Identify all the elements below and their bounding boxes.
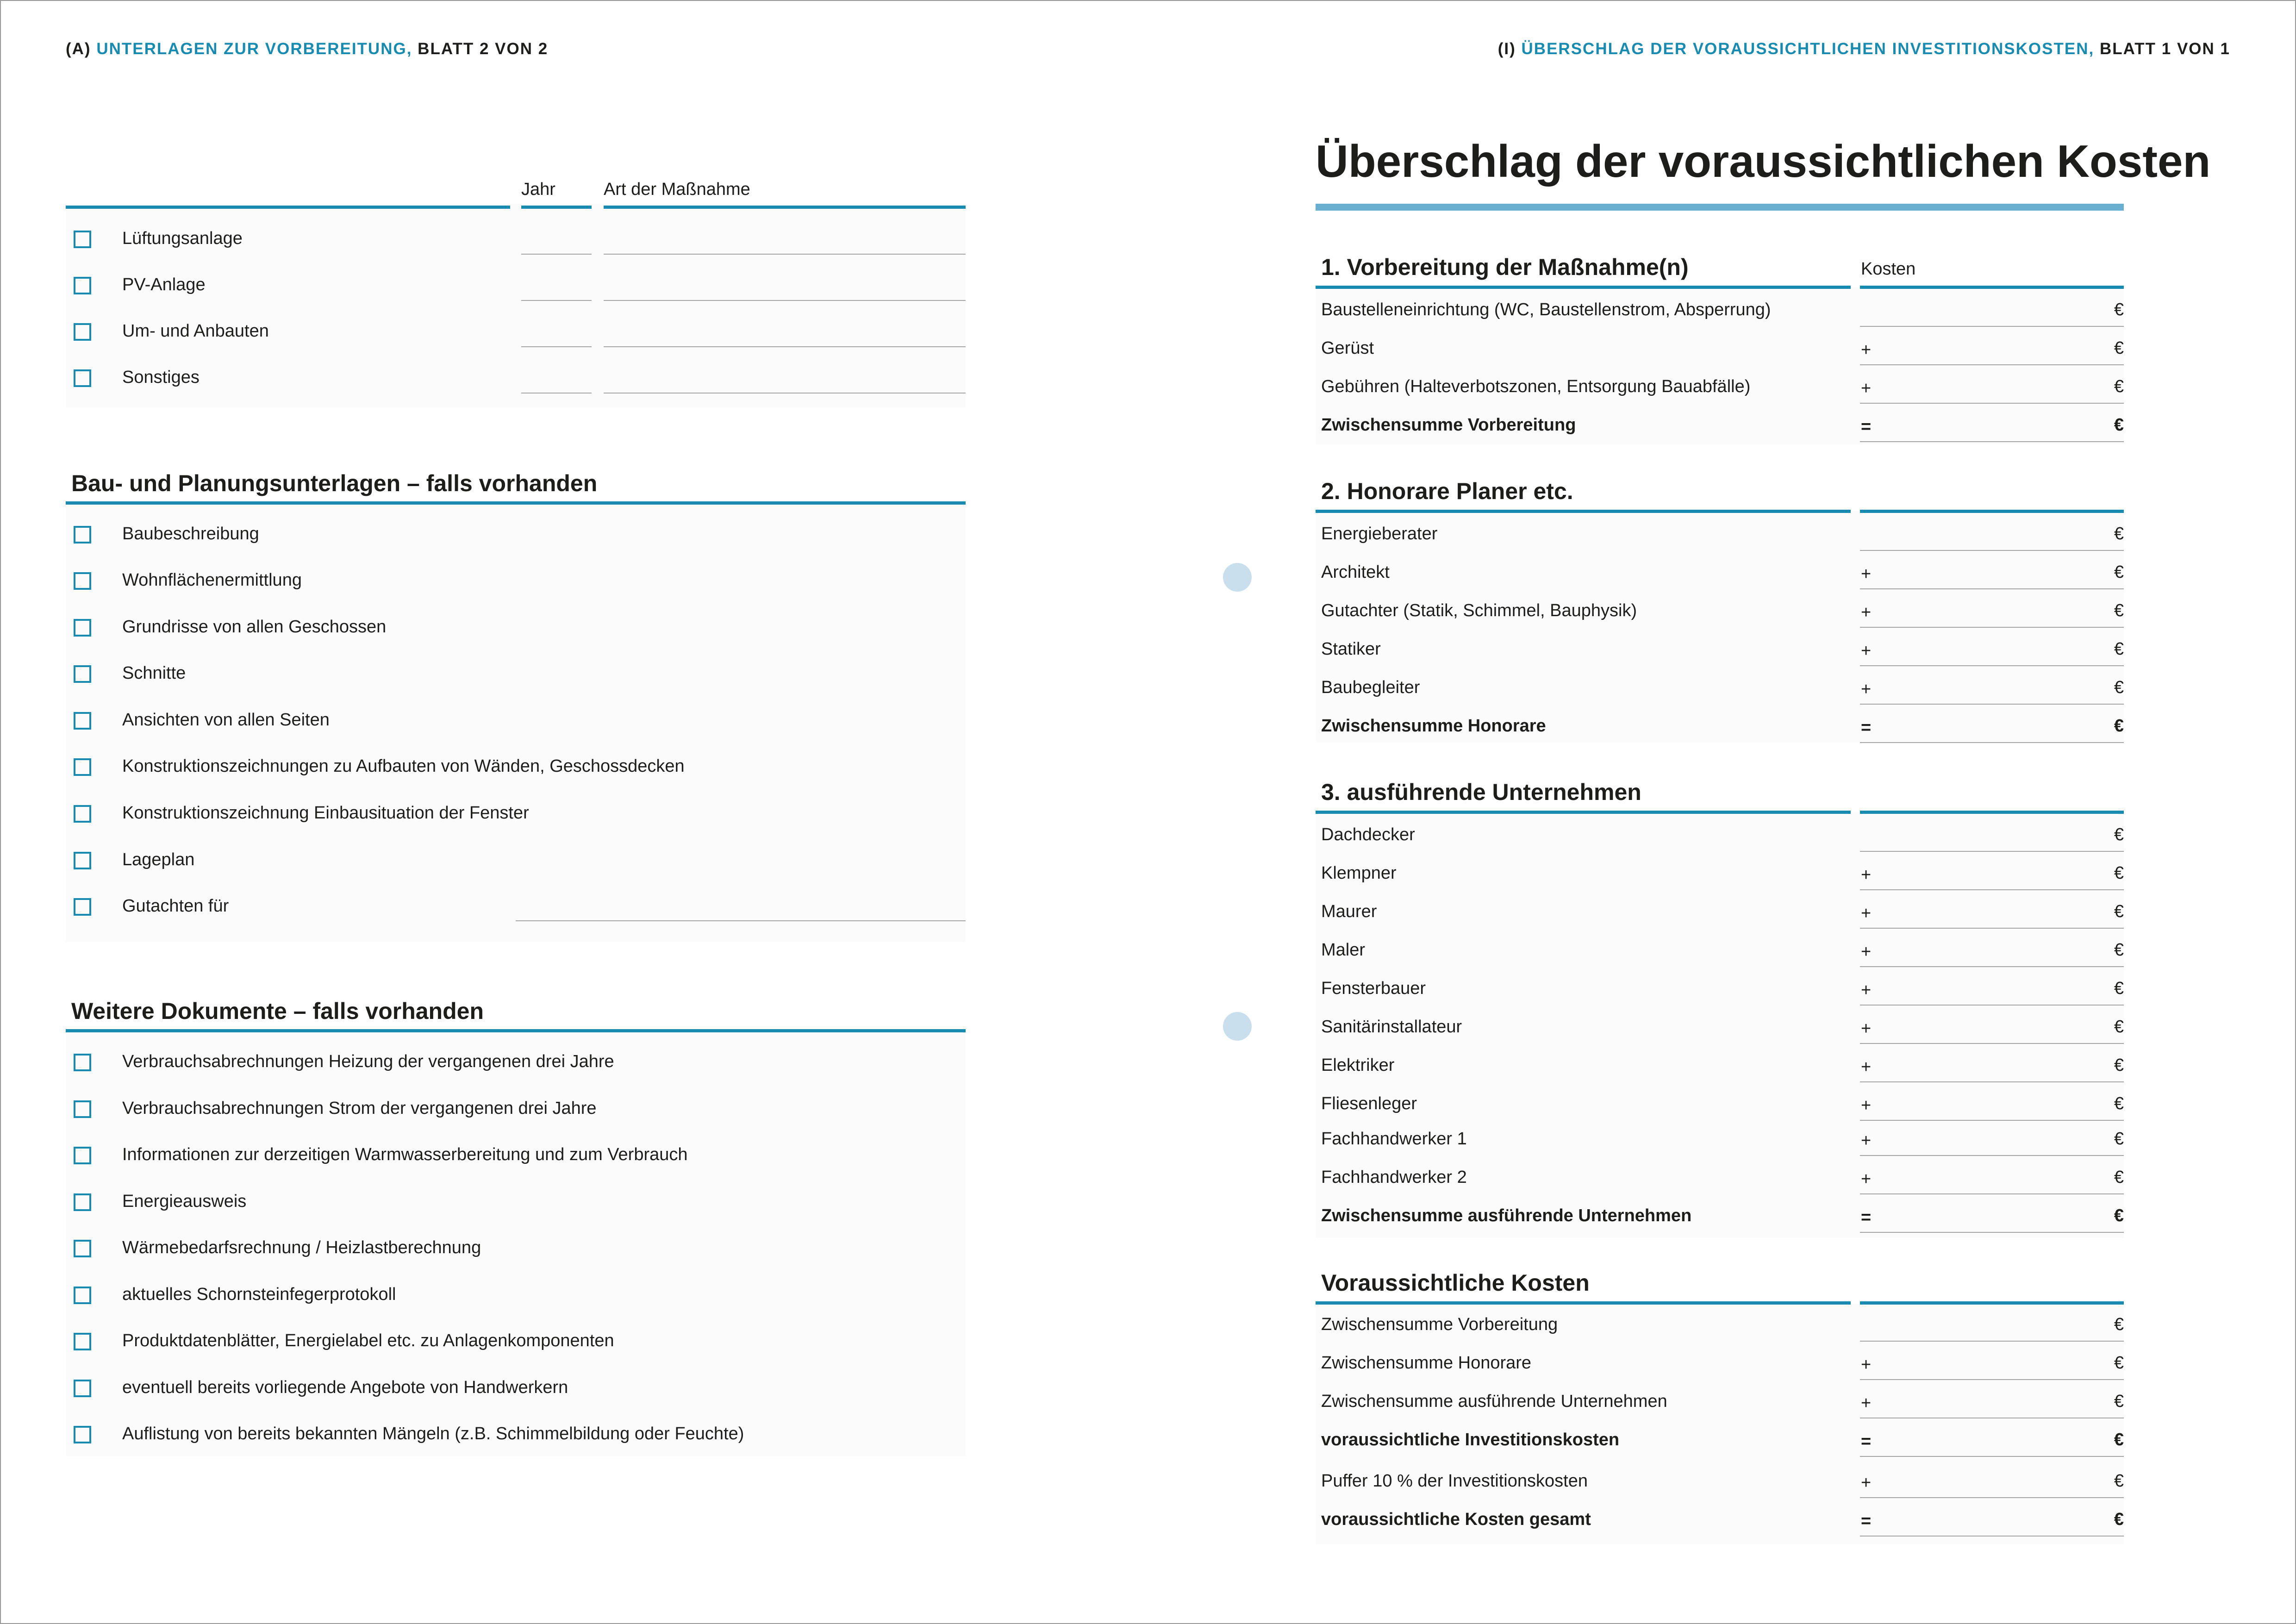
cost-field[interactable]	[1860, 704, 2124, 705]
list-item: eventuell bereits vorliegende Angebote von Handwerkern	[66, 1374, 966, 1402]
subtotal-row: voraussichtliche Investitionskosten = €	[1316, 1424, 2124, 1457]
checkbox[interactable]	[74, 1100, 91, 1118]
cost-field[interactable]	[1860, 550, 2124, 551]
list-item: Sonstiges	[66, 364, 966, 392]
section-2-title: 2. Honorare Planer etc.	[1321, 478, 1573, 504]
cost-field[interactable]	[1860, 627, 2124, 628]
cost-field[interactable]	[1860, 966, 2124, 967]
cost-row: Klempner + €	[1316, 858, 2124, 890]
cost-field[interactable]	[1860, 1155, 2124, 1156]
year-field[interactable]	[521, 254, 592, 255]
measure-type-field[interactable]	[604, 254, 966, 255]
measure-type-field[interactable]	[604, 393, 966, 394]
summary-section-title: Voraussichtliche Kosten	[1321, 1270, 1590, 1296]
list-item: Verbrauchsabrechnungen Heizung der vergangenen drei Jahre	[66, 1048, 966, 1076]
checkbox[interactable]	[74, 1380, 91, 1397]
total-row: voraussichtliche Kosten gesamt = €	[1316, 1504, 2124, 1537]
cost-row: Energieberater €	[1316, 518, 2124, 551]
cost-row: Maler + €	[1316, 935, 2124, 967]
checkbox[interactable]	[74, 369, 91, 387]
column-year-header: Jahr	[521, 180, 555, 199]
list-item: Wohnflächenermittlung	[66, 567, 966, 594]
cost-row: Statiker + €	[1316, 634, 2124, 666]
cost-row: Fachhandwerker 2 + €	[1316, 1162, 2124, 1194]
checkbox[interactable]	[74, 231, 91, 248]
left-header-title: UNTERLAGEN ZUR VORBEREITUNG,	[96, 40, 412, 58]
title-rule	[1316, 204, 2124, 211]
cost-field[interactable]	[1860, 851, 2124, 852]
list-item: Auflistung von bereits bekannten Mängeln (z.B. Schimmelbildung oder Feuchte)	[66, 1420, 966, 1448]
cost-row: Zwischensumme Vorbereitung €	[1316, 1309, 2124, 1342]
cost-field[interactable]	[1860, 1536, 2124, 1537]
checkbox[interactable]	[74, 898, 91, 916]
checkbox[interactable]	[74, 323, 91, 341]
cost-row: Dachdecker €	[1316, 819, 2124, 852]
checkbox[interactable]	[74, 805, 91, 823]
cost-row: Gerüst + €	[1316, 333, 2124, 365]
measure-type-field[interactable]	[604, 300, 966, 301]
cost-field[interactable]	[1860, 665, 2124, 666]
list-item: Produktdatenblätter, Energielabel etc. zu Anlagenkomponenten	[66, 1327, 966, 1355]
cost-field[interactable]	[1860, 1005, 2124, 1006]
left-header-prefix: (A)	[66, 40, 97, 58]
cost-row: Gutachter (Statik, Schimmel, Bauphysik) + €	[1316, 595, 2124, 628]
cost-field[interactable]	[1860, 1232, 2124, 1233]
list-item: Konstruktionszeichnungen zu Aufbauten von Wänden, Geschossdecken	[66, 753, 966, 781]
cost-field[interactable]	[1860, 403, 2124, 404]
cost-field[interactable]	[1860, 1456, 2124, 1457]
section-3-title: 3. ausführende Unternehmen	[1321, 779, 1641, 805]
checkbox[interactable]	[74, 1147, 91, 1164]
subtotal-row: Zwischensumme ausführende Unternehmen = €	[1316, 1200, 2124, 1233]
subtotal-row: Zwischensumme Vorbereitung = €	[1316, 410, 2124, 442]
list-item: Baubeschreibung	[66, 520, 966, 548]
checkbox[interactable]	[74, 1054, 91, 1071]
cost-row: Fliesenleger + €	[1316, 1088, 2124, 1121]
list-item: Wärmebedarfsrechnung / Heizlastberechnung	[66, 1234, 966, 1262]
cost-field[interactable]	[1860, 1379, 2124, 1380]
checkbox[interactable]	[74, 619, 91, 637]
cost-row: Puffer 10 % der Investitionskosten + €	[1316, 1466, 2124, 1498]
cost-row: Sanitärinstallateur + €	[1316, 1012, 2124, 1044]
cost-field[interactable]	[1860, 889, 2124, 890]
list-item: Gutachten für	[66, 893, 966, 920]
cost-field[interactable]	[1860, 441, 2124, 442]
checkbox[interactable]	[74, 277, 91, 294]
checkbox[interactable]	[74, 1287, 91, 1304]
checkbox[interactable]	[74, 665, 91, 683]
checkbox[interactable]	[74, 1240, 91, 1257]
expert-report-field[interactable]	[516, 920, 966, 921]
cost-field[interactable]	[1860, 364, 2124, 365]
binder-hole	[1223, 1012, 1252, 1041]
year-field[interactable]	[521, 300, 592, 301]
list-item: Schnitte	[66, 660, 966, 687]
cost-field[interactable]	[1860, 326, 2124, 327]
documents-section-title: Weitere Dokumente – falls vorhanden	[71, 998, 484, 1024]
cost-field[interactable]	[1860, 588, 2124, 589]
list-item: Lüftungsanlage	[66, 225, 966, 253]
cost-column-header: Kosten	[1861, 259, 1916, 279]
list-item: Lageplan	[66, 846, 966, 874]
checkbox[interactable]	[74, 852, 91, 869]
cost-field[interactable]	[1860, 1043, 2124, 1044]
checkbox[interactable]	[74, 572, 91, 590]
cost-field[interactable]	[1860, 1497, 2124, 1498]
list-item: Um- und Anbauten	[66, 318, 966, 345]
cost-row: Fachhandwerker 1 + €	[1316, 1124, 2124, 1156]
cost-row: Baustelleneinrichtung (WC, Baustellenstrom, Absperrung) €	[1316, 294, 2124, 327]
cost-field[interactable]	[1860, 1120, 2124, 1121]
binder-hole	[1223, 563, 1252, 592]
cost-row: Architekt + €	[1316, 557, 2124, 589]
column-measure-type-header: Art der Maßnahme	[604, 180, 750, 199]
cost-row: Zwischensumme Honorare + €	[1316, 1348, 2124, 1380]
right-header-prefix: (I)	[1497, 40, 1522, 58]
cost-field[interactable]	[1860, 1341, 2124, 1342]
planning-section-title: Bau- und Planungsunterlagen – falls vorhanden	[71, 470, 598, 496]
right-header-sheet: BLATT 1 VON 1	[2094, 40, 2230, 58]
right-header-title: ÜBERSCHLAG DER VORAUSSICHTLICHEN INVESTITIONSKOSTEN,	[1521, 40, 2095, 58]
cost-row: Gebühren (Halteverbotszonen, Entsorgung Bauabfälle) + €	[1316, 371, 2124, 404]
left-page-header	[66, 40, 548, 58]
cost-row: Zwischensumme ausführende Unternehmen + €	[1316, 1386, 2124, 1418]
section-1-title: 1. Vorbereitung der Maßnahme(n)	[1321, 254, 1689, 280]
cost-field[interactable]	[1860, 1081, 2124, 1082]
list-item: aktuelles Schornsteinfegerprotokoll	[66, 1281, 966, 1309]
checkbox[interactable]	[74, 712, 91, 730]
cost-row: Elektriker + €	[1316, 1050, 2124, 1082]
checkbox[interactable]	[74, 758, 91, 776]
right-page-header	[1498, 40, 2230, 58]
cost-field[interactable]	[1860, 1193, 2124, 1194]
list-item: PV-Anlage	[66, 271, 966, 299]
list-item: Ansichten von allen Seiten	[66, 706, 966, 734]
list-item: Informationen zur derzeitigen Warmwasserbereitung und zum Verbrauch	[66, 1141, 966, 1169]
cost-row: Baubegleiter + €	[1316, 672, 2124, 705]
page-title: Überschlag der voraussichtlichen Kosten	[1316, 136, 2211, 187]
cost-row: Fensterbauer + €	[1316, 973, 2124, 1006]
checkbox[interactable]	[74, 526, 91, 543]
year-field[interactable]	[521, 346, 592, 347]
measure-type-field[interactable]	[604, 346, 966, 347]
list-item: Grundrisse von allen Geschossen	[66, 613, 966, 641]
checkbox[interactable]	[74, 1193, 91, 1211]
cost-row: Maurer + €	[1316, 896, 2124, 929]
cost-field[interactable]	[1860, 928, 2124, 929]
cost-field[interactable]	[1860, 742, 2124, 743]
checkbox[interactable]	[74, 1426, 91, 1443]
left-header-sheet: BLATT 2 VON 2	[412, 40, 549, 58]
list-item: Verbrauchsabrechnungen Strom der vergangenen drei Jahre	[66, 1095, 966, 1123]
subtotal-row: Zwischensumme Honorare = €	[1316, 711, 2124, 743]
list-item: Konstruktionszeichnung Einbausituation der Fenster	[66, 800, 966, 827]
year-field[interactable]	[521, 393, 592, 394]
checkbox[interactable]	[74, 1333, 91, 1350]
list-item: Energieausweis	[66, 1188, 966, 1216]
